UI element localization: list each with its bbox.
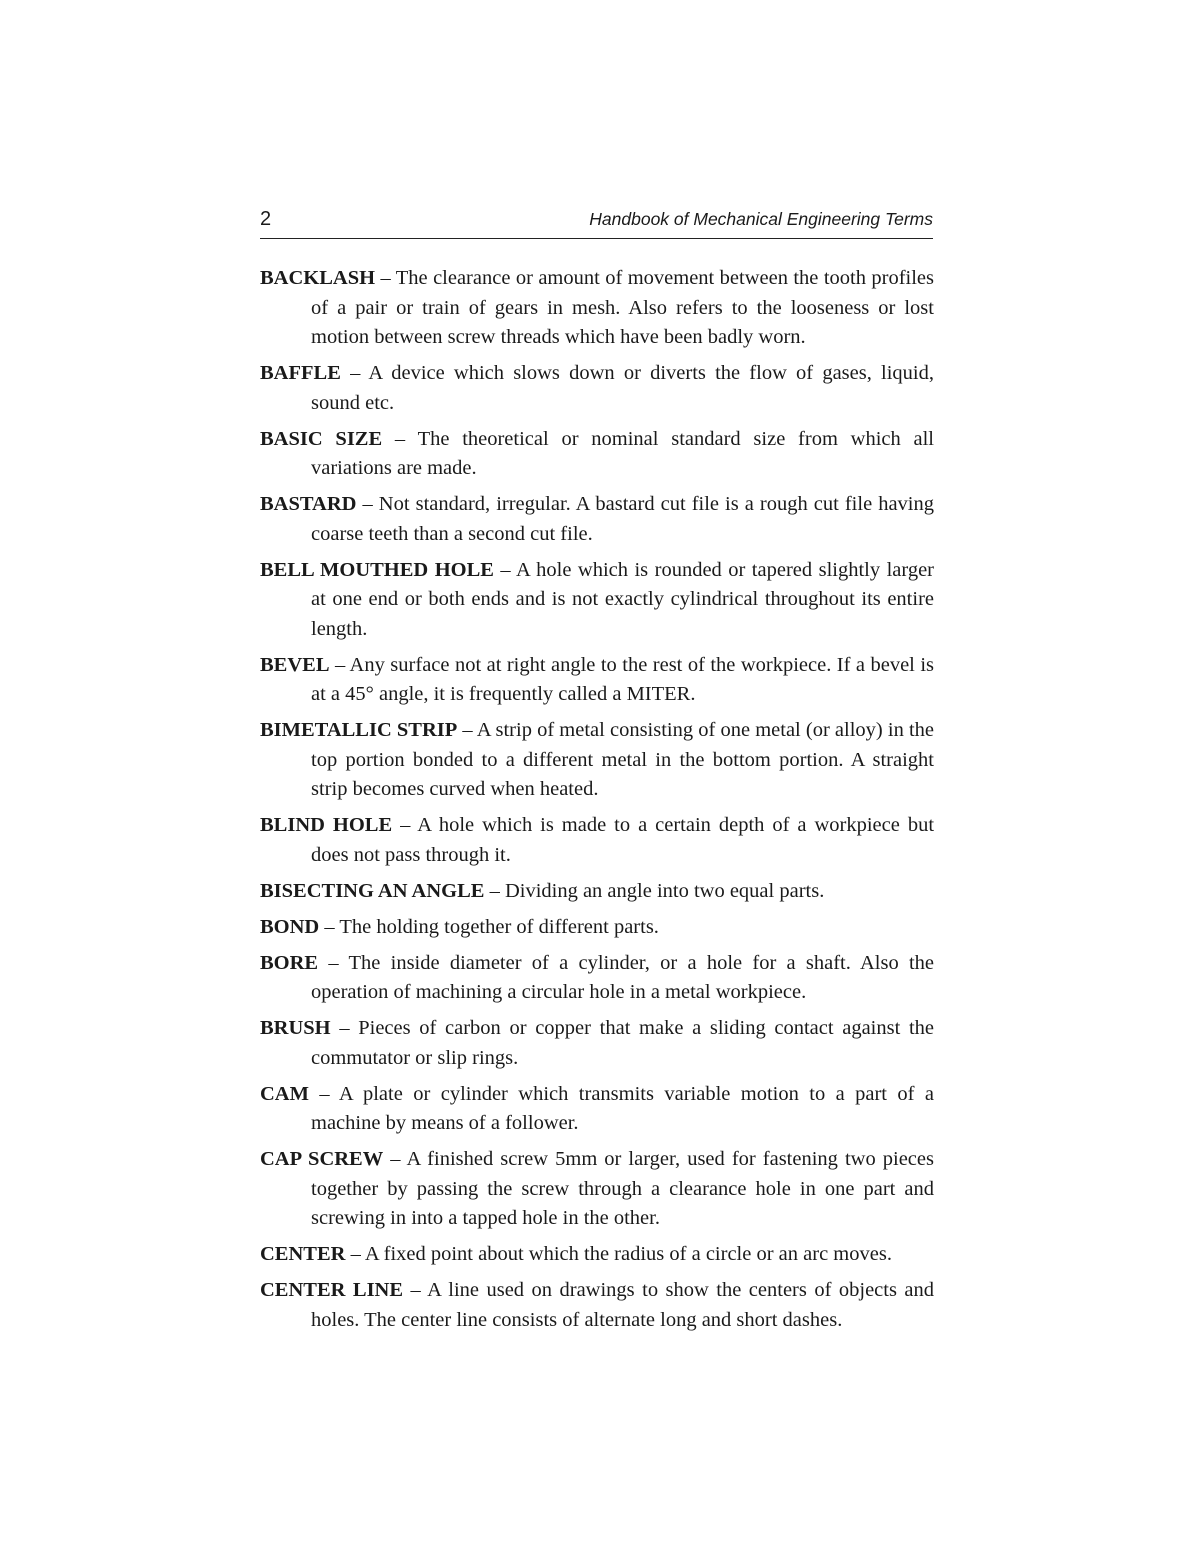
entry-definition: A fixed point about which the radius of a circle or an arc moves.: [364, 1243, 892, 1265]
entry-term: BAFFLE: [260, 362, 341, 384]
entry-term: BELL MOUTHED HOLE: [260, 558, 494, 581]
entry-definition: A finished screw 5mm or larger, used for fastening two pieces together by passing the screw through a clearance hole in one part and screwing in into a tapped hole in the other.: [311, 1148, 934, 1229]
entry-term: BIMETALLIC STRIP: [260, 719, 458, 741]
entry-definition: Pieces of carbon or copper that make a sliding contact against the commutator or slip rings.: [311, 1017, 935, 1069]
entry-dash: –: [334, 653, 346, 676]
glossary-entry: [260, 425, 934, 484]
entry-term: BORE: [260, 951, 319, 974]
glossary-entry: [260, 1080, 934, 1139]
entry-term: BASIC SIZE: [260, 427, 383, 450]
entry-definition: Dividing an angle into two equal parts.: [504, 879, 825, 902]
entry-definition: A line used on drawings to show the centers of objects and holes. The center line consists of alternate long and short dashes.: [311, 1279, 935, 1331]
entry-term: BISECTING AN ANGLE: [260, 879, 485, 902]
entry-dash: –: [394, 427, 406, 450]
entry-dash: –: [350, 362, 361, 384]
entry-definition: A hole which is made to a certain depth of a workpiece but does not pass through it.: [311, 814, 935, 866]
glossary-entry: [260, 556, 934, 645]
entry-dash: –: [489, 879, 500, 902]
entry-dash: –: [324, 915, 335, 938]
entry-definition: A plate or cylinder which transmits variable motion to a part of a machine by means of a follower.: [311, 1082, 934, 1134]
entry-definition: Any surface not at right angle to the rest of the workpiece. If a bevel is at a 45° angle, it is frequently called a MITER.: [311, 653, 934, 705]
entry-dash: –: [500, 558, 511, 581]
entry-definition: A hole which is rounded or tapered slightly larger at one end or both ends and is not exactly cylindrical throughout its entire length.: [311, 558, 934, 640]
entry-definition: A device which slows down or diverts the flow of gases, liquid, sound etc.: [311, 362, 934, 414]
entry-term: BLIND HOLE: [260, 814, 393, 836]
entry-dash: –: [410, 1279, 421, 1301]
entry-term: CAP SCREW: [260, 1148, 384, 1170]
entry-term: BACKLASH: [260, 267, 376, 289]
glossary-entry: [260, 1276, 934, 1335]
entry-dash: –: [350, 1243, 361, 1265]
entry-definition: The holding together of different parts.: [339, 915, 659, 938]
entry-definition: The inside diameter of a cylinder, or a hole for a shaft. Also the operation of machining a circular hole in a metal workpiece.: [311, 951, 935, 1003]
glossary-entry: [260, 1240, 934, 1270]
entry-term: BASTARD: [260, 493, 357, 515]
page-number: 2: [260, 208, 272, 230]
entry-dash: –: [328, 951, 339, 974]
glossary-entry: [260, 651, 934, 710]
glossary-entry: [260, 1014, 934, 1073]
glossary-entry: [260, 811, 934, 870]
glossary-entry: [260, 264, 934, 353]
entry-term: BEVEL: [260, 653, 330, 676]
glossary-entry: [260, 949, 934, 1008]
glossary-entry: [260, 490, 934, 549]
page-header: [260, 206, 933, 239]
entry-term: CAM: [260, 1082, 309, 1105]
entry-dash: –: [362, 493, 373, 515]
entry-definition: Not standard, irregular. A bastard cut file is a rough cut file having coarse teeth than a second cut file.: [311, 493, 935, 545]
entry-term: CENTER LINE: [260, 1279, 404, 1301]
entry-definition: A strip of metal consisting of one metal (or alloy) in the top portion bonded to a different metal in the bottom portion. A straight strip becomes curved when heated.: [311, 719, 935, 800]
entry-dash: –: [390, 1148, 401, 1170]
running-title: Handbook of Mechanical Engineering Terms: [589, 209, 933, 229]
entry-dash: –: [380, 267, 391, 289]
entry-term: BOND: [260, 915, 320, 938]
glossary-entry: [260, 1145, 934, 1234]
entry-dash: –: [400, 814, 411, 836]
entry-definition: The clearance or amount of movement between the tooth profiles of a pair or train of gears in mesh. Also refers to the looseness or lost motion between screw threads which have been badly worn.: [311, 267, 934, 348]
glossary-entry: [260, 913, 934, 943]
glossary-entries: [260, 264, 934, 1342]
entry-dash: –: [319, 1082, 330, 1105]
glossary-entry: [260, 716, 934, 805]
glossary-entry: [260, 877, 934, 907]
entry-dash: –: [339, 1017, 350, 1039]
glossary-entry: [260, 359, 934, 418]
entry-definition: The theoretical or nominal standard size from which all variations are made.: [311, 427, 935, 479]
entry-dash: –: [462, 719, 473, 741]
entry-term: BRUSH: [260, 1017, 331, 1039]
entry-term: CENTER: [260, 1243, 346, 1265]
